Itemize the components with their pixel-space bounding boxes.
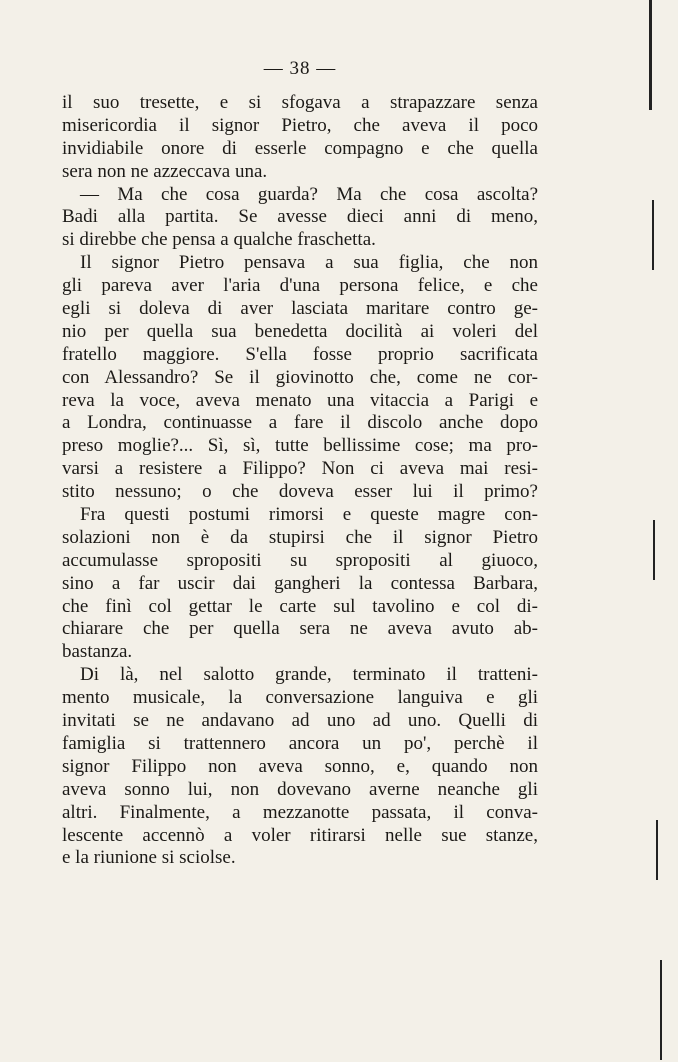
text-line: aveva sonno lui, non dovevano averne neanche gli xyxy=(62,778,538,800)
paragraph xyxy=(62,184,538,253)
text-line: il suo tresette, e si sfogava a strapazzare senza xyxy=(62,92,538,113)
text-line: misericordia il signor Pietro, che aveva il poco xyxy=(62,114,538,136)
text-line: solazioni non è da stupirsi che il signor Pietro xyxy=(62,526,538,548)
text-line: egli si doleva di aver lasciata maritare contro ge- xyxy=(62,298,538,320)
text-line: sera non ne azzeccava una. xyxy=(62,160,268,182)
text-line: sino a far uscir dai gangheri la contessa Barbara, xyxy=(62,572,538,594)
text-line: altri. Finalmente, a mezzanotte passata, il conva- xyxy=(62,801,538,823)
paragraph xyxy=(62,504,538,664)
page-number: — 38 — xyxy=(263,58,337,79)
text-line: gli pareva aver l'aria d'una persona felice, e che xyxy=(62,275,538,297)
text-line: preso moglie?... Sì, sì, tutte bellissime cose; ma pro- xyxy=(62,435,538,457)
text-line: si direbbe che pensa a qualche fraschetta. xyxy=(62,229,376,251)
binding-edge-mark xyxy=(649,0,652,110)
binding-edge-mark xyxy=(653,520,655,580)
text-line: nio per quella sua benedetta docilità ai voleri del xyxy=(62,320,538,342)
text-line: famiglia si trattennero ancora un po', perchè il xyxy=(62,732,538,754)
text-line: a Londra, continuasse a fare il discolo anche dopo xyxy=(62,412,538,434)
binding-edge-mark xyxy=(660,960,662,1060)
text-line: fratello maggiore. S'ella fosse proprio sacrificata xyxy=(62,343,538,365)
text-line: con Alessandro? Se il giovinotto che, come ne cor- xyxy=(62,366,538,388)
paragraph xyxy=(62,92,538,184)
paragraph xyxy=(62,664,538,870)
binding-edge-mark xyxy=(652,200,654,270)
body-text xyxy=(62,92,538,870)
text-line: invidiabile onore di esserle compagno e che quella xyxy=(62,137,538,159)
text-line: stito nessuno; o che doveva esser lui il primo? xyxy=(62,481,538,503)
binding-edge-mark xyxy=(656,820,658,880)
paragraph xyxy=(62,252,538,504)
text-line: signor Filippo non aveva sonno, e, quando non xyxy=(62,755,538,777)
text-line: reva la voce, aveva menato una vitaccia a Parigi e xyxy=(62,389,538,411)
text-line: invitati se ne andavano ad uno ad uno. Quelli di xyxy=(62,710,538,732)
text-line: Di là, nel salotto grande, terminato il tratteni- xyxy=(80,664,538,686)
text-line: varsi a resistere a Filippo? Non ci aveva mai resi- xyxy=(62,458,538,480)
text-line: Il signor Pietro pensava a sua figlia, che non xyxy=(80,252,538,274)
text-line: e la riunione si sciolse. xyxy=(62,847,236,869)
text-line: mento musicale, la conversazione languiva e gli xyxy=(62,687,538,709)
text-line: Fra questi postumi rimorsi e queste magre con- xyxy=(80,504,538,526)
text-line: bastanza. xyxy=(62,641,133,663)
text-line: che finì col gettar le carte sul tavolino e col di- xyxy=(62,595,538,617)
text-line: accumulasse spropositi su spropositi al giuoco, xyxy=(62,549,538,571)
text-line: — Ma che cosa guarda? Ma che cosa ascolta? xyxy=(80,183,538,205)
text-line: lescente accennò a voler ritirarsi nelle sue stanze, xyxy=(62,824,538,846)
text-line: chiarare che per quella sera ne aveva avuto ab- xyxy=(62,618,538,640)
text-line: Badi alla partita. Se avesse dieci anni di meno, xyxy=(62,206,538,228)
